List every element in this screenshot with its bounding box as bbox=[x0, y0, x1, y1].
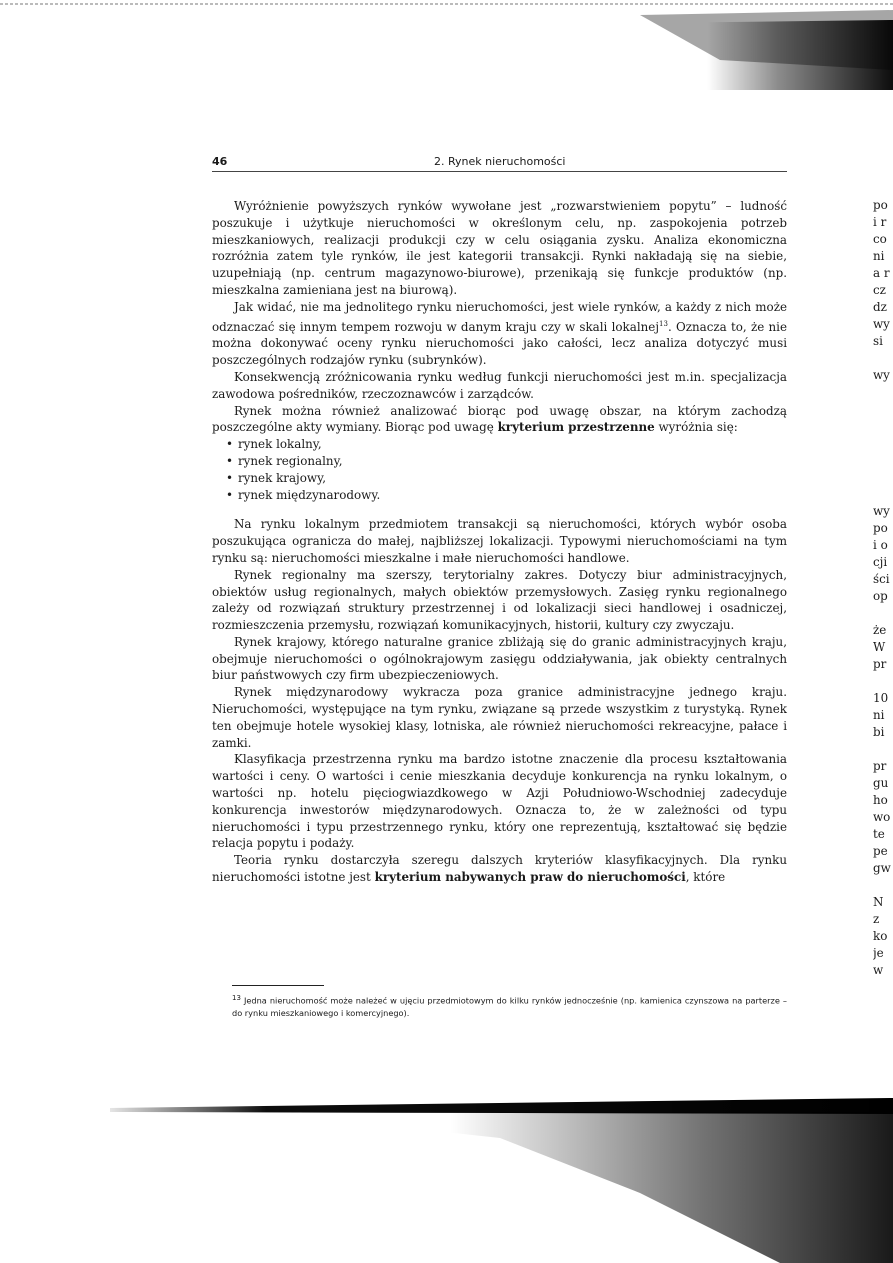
next-page-fragment: wo bbox=[873, 810, 891, 824]
next-page-fragment: a r bbox=[873, 266, 890, 280]
list-item: • rynek regionalny, bbox=[238, 453, 787, 470]
next-page-fragment: gu bbox=[873, 776, 889, 790]
next-page-fragment: ści bbox=[873, 572, 890, 586]
next-page-fragment: bi bbox=[873, 725, 885, 739]
term-rights-criterion: kryterium nabywanych praw do nieruchomości bbox=[374, 870, 686, 885]
next-page-fragment: dz bbox=[873, 300, 887, 314]
footnote-rule bbox=[232, 985, 324, 986]
next-page-fragment: wy bbox=[873, 368, 890, 382]
next-page-fragment: cji bbox=[873, 555, 888, 569]
paragraph-6: Rynek regionalny ma szerszy, terytorialny zakres. Dotyczy biur administracyjnych, obiektów usług regionalnych, małych obiektów przemysłowych. Zasięg rynku regionalnego zależy od rozwiązań struktury przestrzennej i od lokalizacji sieci handlowej i osadniczej, rozmieszczenia przemysłu, rozwiązań komunikacyjnych, historii, kultury czy zwyczaju. bbox=[212, 567, 787, 633]
term-spatial-criterion: kryterium przestrzenne bbox=[497, 420, 655, 435]
next-page-fragment: ni bbox=[873, 249, 885, 263]
body-text bbox=[212, 198, 787, 886]
next-page-fragment: po bbox=[873, 521, 888, 535]
next-page-fragment: że bbox=[873, 623, 887, 637]
next-page-fragment: wy bbox=[873, 504, 890, 518]
next-page-fragment: ko bbox=[873, 929, 888, 943]
next-page-fragment: si bbox=[873, 334, 883, 348]
next-page-fragment: z bbox=[873, 912, 880, 926]
next-page-fragment: ni bbox=[873, 708, 885, 722]
next-page-fragment: 10 bbox=[873, 691, 889, 705]
paragraph-1: Wyróżnienie powyższych rynków wywołane jest „rozwarstwieniem popytu” – ludność poszukuje i użytkuje nieruchomości w określonym celu, np. zaspokojenia potrzeb mieszkaniowych, realizacji produkcji czy w celu osiągania zysku. Analiza ekonomiczna rozróżnia zatem tyle rynków, ile jest kategorii transakcji. Rynki nakładają się na siebie, uzupełniają (np. centrum magazynowo-biurowe), przenikają się funkcje produktów (np. mieszkalna zamieniana jest na biurową). bbox=[212, 199, 787, 297]
next-page-fragment: pe bbox=[873, 844, 888, 858]
next-page-fragment: po bbox=[873, 198, 888, 212]
paragraph-10: Teoria rynku dostarczyła szeregu dalszych kryteriów klasyfikacyjnych. Dla rynku nieruchomości istotne jest kryterium nabywanych praw do nieruchomości, które bbox=[212, 853, 787, 885]
footnote-text: Jedna nieruchomość może należeć w ujęciu przedmiotowym do kilku rynków jednocześnie (np. kamienica czynszowa na parterze – do rynku mieszkaniowego i komercyjnego). bbox=[232, 995, 787, 1019]
paragraph-8: Rynek międzynarodowy wykracza poza granice administracyjne jednego kraju. Nieruchomości, występujące na tym rynku, związane są przede wszystkim z turystyką. Rynek ten obejmuje hotele wysokiej klasy, lotniska, ale również nieruchomości rekreacyjne, pałace i zamki. bbox=[212, 685, 787, 750]
next-page-fragment: te bbox=[873, 827, 885, 841]
paragraph-4: Rynek można również analizować biorąc pod uwagę obszar, na którym zachodzą poszczególne akty wymiany. Biorąc pod uwagę kryterium przestrzenne wyróżnia się: bbox=[212, 403, 787, 435]
running-title: 2. Rynek nieruchomości bbox=[434, 155, 566, 168]
footnote-number: 13 bbox=[232, 994, 241, 1002]
page-number: 46 bbox=[212, 155, 228, 168]
paragraph-2: Jak widać, nie ma jednolitego rynku nieruchomości, jest wiele rynków, a każdy z nich może odznaczać się innym tempem rozwoju w danym kraju czy w skali lokalnej$^{13}$. Oznacza to, że nie można dokonywać oceny rynku nieruchomości jako całości, lecz analiza dotyczyć musi poszczególnych rodzajów rynku (subrynków). bbox=[212, 299, 787, 368]
list-item: • rynek lokalny, bbox=[238, 436, 787, 453]
paragraph-7: Rynek krajowy, którego naturalne granice zbliżają się do granic administracyjnych kraju, obejmuje nieruchomości o ogólnokrajowym zasięgu oddziaływania, jak obiekty centralnych biur państwowych czy firm ubezpieczeniowych. bbox=[212, 634, 787, 683]
next-page-fragment: i r bbox=[873, 215, 887, 229]
next-page-fragment: i o bbox=[873, 538, 888, 552]
footnote-ref: 13 bbox=[659, 319, 668, 328]
next-page-fragment: pr bbox=[873, 759, 887, 773]
market-list bbox=[212, 436, 787, 503]
next-page-fragment: gw bbox=[873, 861, 891, 875]
next-page-fragment: w bbox=[873, 963, 884, 977]
next-page-fragment: op bbox=[873, 589, 888, 603]
list-item: • rynek międzynarodowy. bbox=[238, 487, 787, 504]
next-page-fragment: pr bbox=[873, 657, 887, 671]
paragraph-9: Klasyfikacja przestrzenna rynku ma bardzo istotne znaczenie dla procesu kształtowania wartości i ceny. O wartości i cenie mieszkania decyduje konkurencja na rynku lokalnym, o wartości np. hotelu pięciogwiazdkowego w Azji Południowo-Wschodniej zadecyduje konkurencja inwestorów międzynarodowych. Oznacza to, że w zależności od typu nieruchomości i typu przestrzennego rynku, który one reprezentują, kształtować się będzie relacja popytu i podaży. bbox=[212, 752, 787, 851]
paragraph-5: Na rynku lokalnym przedmiotem transakcji są nieruchomości, których wybór osoba poszukująca ogranicza do małej, najbliższej lokalizacji. Typowymi nieruchomościami na tym rynku są: nieruchomości mieszkalne i małe nieruchomości handlowe. bbox=[212, 517, 787, 565]
footnote bbox=[232, 992, 787, 1020]
next-page-fragment: ho bbox=[873, 793, 888, 807]
page-header bbox=[212, 152, 787, 172]
next-page-fragment: W bbox=[873, 640, 886, 654]
paragraph-3: Konsekwencją zróżnicowania rynku według funkcji nieruchomości jest m.in. specjalizacja zawodowa pośredników, rzeczoznawców i zarządców. bbox=[212, 369, 787, 401]
next-page-fragment: cz bbox=[873, 283, 886, 297]
next-page-fragment: je bbox=[873, 946, 884, 960]
next-page-edge bbox=[873, 198, 893, 1018]
next-page-fragment: wy bbox=[873, 317, 890, 331]
header-rule bbox=[212, 171, 787, 172]
next-page-fragment: N bbox=[873, 895, 884, 909]
list-item: • rynek krajowy, bbox=[238, 470, 787, 487]
next-page-fragment: co bbox=[873, 232, 887, 246]
